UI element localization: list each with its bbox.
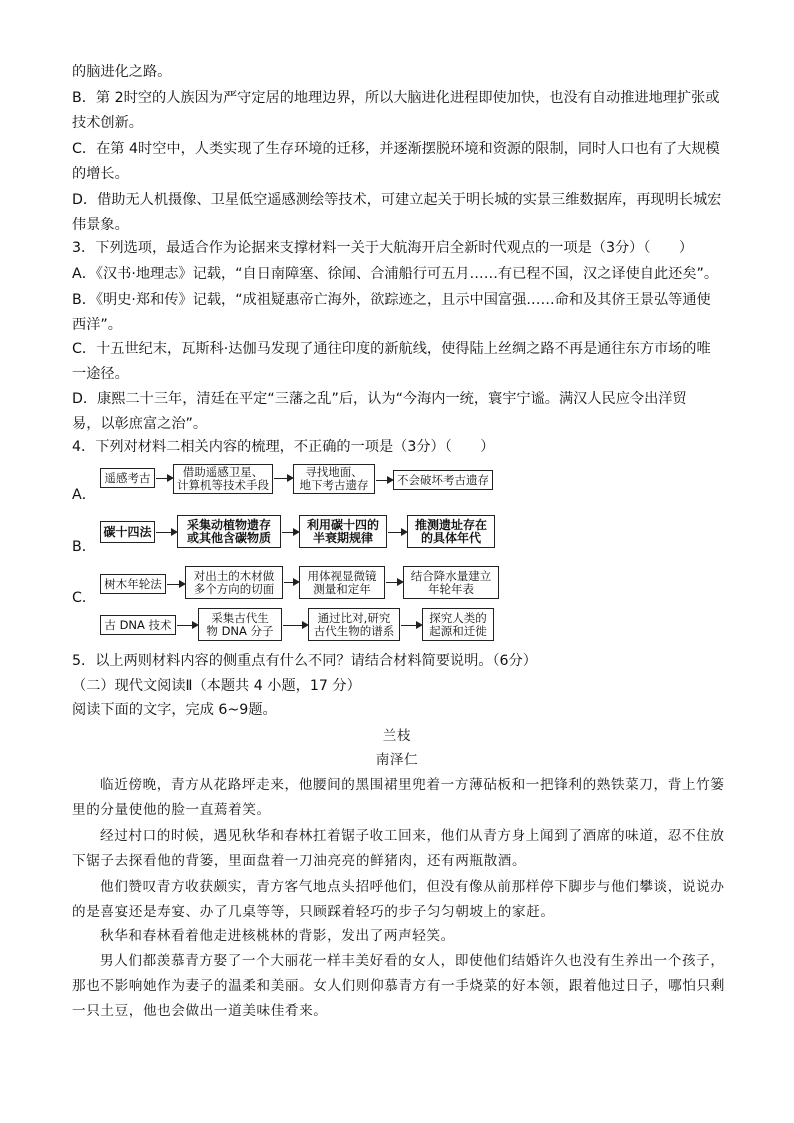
text-line: 技术创新。 — [72, 115, 143, 131]
arrow-icon — [401, 625, 421, 626]
option-b: B．《明史·郑和传》记载，“成祖疑惠帝亡海外，欲踪迹之，且示中国富强……命和及其侪王景弘等通使 — [72, 292, 711, 308]
paragraph-line: 秋华和春林看着他走进核桃林的背影，发出了两声轻笑。 — [100, 928, 455, 944]
arrow-icon — [177, 625, 197, 626]
paragraph-line: 里的分量使他的脸一直蔫着笑。 — [72, 802, 271, 818]
instruction: 阅读下面的文字，完成 6~9题。 — [72, 702, 277, 718]
story-author: 南泽仁 — [375, 752, 419, 768]
flow-box: 树木年轮法 — [100, 574, 166, 594]
flow-box: 寻找地面、 地下考古遗存 — [293, 464, 375, 494]
question-5: 5．以上两则材料内容的侧重点有什么不同？请结合材料简要说明。（6分） — [72, 653, 537, 669]
option-letter: C． — [72, 590, 97, 606]
flow-box: 碳十四法 — [100, 521, 155, 543]
flow-box: 古 DNA 技术 — [100, 615, 176, 635]
paragraph-line: 一只土豆，他也会做出一道美味佳肴来。 — [72, 1003, 328, 1019]
story-title: 兰枝 — [382, 728, 412, 744]
flow-box: 采集古代生 物 DNA 分子 — [198, 608, 282, 641]
flow-box: 借助遥感卫星、 计算机等技术手段 — [173, 464, 273, 494]
flow-box: 探究人类的 起源和迁徙 — [422, 608, 494, 641]
question-4: 4．下列对材料二相关内容的梳理，不正确的一项是（3分）（ ） — [72, 439, 495, 455]
arrow-icon — [274, 478, 292, 479]
text-line: 一途径。 — [72, 366, 129, 382]
arrow-icon — [282, 532, 298, 533]
paragraph-line: 那也不影响她作为妻子的温柔和美丽。女人们则仰慕青方有一手烧菜的好本领，跟着他过日子，哪怕只剩 — [72, 978, 725, 994]
arrow-icon — [283, 625, 307, 626]
text-line: 易，以彰庶富之治”。 — [72, 416, 208, 432]
paragraph-line: 临近傍晚，青方从花路坪走来，他腰间的黑围裙里兜着一方薄砧板和一把锋利的熟铁菜刀，背上竹篓 — [100, 777, 725, 793]
question-3: 3．下列选项，最适合作为论据来支撑材料一关于大航海开启全新时代观点的一项是（3分）（ ） — [72, 240, 694, 256]
paragraph-line: 下锯子去探看他的背篓，里面盘着一刀油亮亮的鲜猪肉，还有两瓶散酒。 — [72, 853, 527, 869]
flow-box: 结合降水量建立 年轮年表 — [403, 566, 499, 599]
flow-box: 对出土的木材做 多个方向的切面 — [185, 566, 283, 599]
arrow-icon — [167, 584, 184, 585]
paragraph-line: 男人们都羡慕青方娶了一个大丽花一样丰美好看的女人，即使他们结婚许久也没有生养出一个孩子， — [100, 953, 725, 969]
text-line: B．第 2时空的人族因为严守定居的地理边界，所以大脑进化进程即使加快，也没有自动推进地理扩张或 — [72, 90, 720, 106]
section-header: （二）现代文阅读Ⅱ（本题共 4 小题，17 分） — [72, 678, 361, 694]
arrow-icon — [156, 478, 172, 479]
flow-box: 通过比对,研究 古代生物的谱系 — [308, 608, 400, 641]
option-letter: A． — [72, 487, 96, 503]
paragraph-line: 的是喜宴还是寿宴、办了几桌等等，只顾踩着轻巧的步子匀匀朝坡上的家赶。 — [72, 904, 555, 920]
text-line: 西洋”。 — [72, 317, 122, 333]
paragraph-line: 经过村口的时候，遇见秋华和春林扛着锯子收工回来，他们从青方身上闻到了酒席的味道，忍不住放 — [100, 828, 725, 844]
arrow-icon — [156, 532, 176, 533]
text-line: 伟景象。 — [72, 217, 129, 233]
flow-box: 不会破坏考古遗存 — [393, 470, 493, 490]
text-line: 的脑进化之路。 — [72, 64, 172, 80]
option-d: D．康熙二十三年，清廷在平定“三藩之乱”后，认为“今海内一统，寰宇宁谧。满汉人民应令出洋贸 — [72, 391, 687, 407]
option-c: C．十五世纪末，瓦斯科·达伽马发现了通往印度的新航线，使得陆上丝绸之路不再是通往东方市场的唯 — [72, 341, 711, 357]
option-letter: B． — [72, 539, 96, 555]
text-line: D．借助无人机摄像、卫星低空遥感测绘等技术，可建立起关于明长城的实景三维数据库，再现明长城宏 — [72, 192, 722, 208]
option-a: A．《汉书·地理志》记载，“自日南障塞、徐闻、合浦船行可五月……有已程不国，汉之译使自此还矣”。 — [72, 266, 719, 282]
flow-box: 推测遗址存在 的具体年代 — [407, 515, 495, 548]
flow-box: 采集动植物遗存 或其他含碳物质 — [177, 515, 281, 548]
text-line: 的增长。 — [72, 166, 129, 182]
arrow-icon — [388, 532, 406, 533]
paragraph-line: 他们赞叹青方收获颇实，青方客气地点头招呼他们，但没有像从前那样停下脚步与他们攀谈，说说办 — [100, 879, 725, 895]
flow-box: 遥感考古 — [100, 468, 155, 488]
arrow-icon — [376, 480, 392, 481]
flow-box: 利用碳十四的 半衰期规律 — [299, 515, 387, 548]
arrow-icon — [284, 582, 298, 583]
text-line: C．在第 4时空中，人类实现了生存环境的迁移，并逐渐摆脱环境和资源的限制，同时人口也有了大规模 — [72, 141, 720, 157]
arrow-icon — [386, 582, 402, 583]
flow-box: 用体视显微镜 测量和定年 — [299, 566, 385, 599]
